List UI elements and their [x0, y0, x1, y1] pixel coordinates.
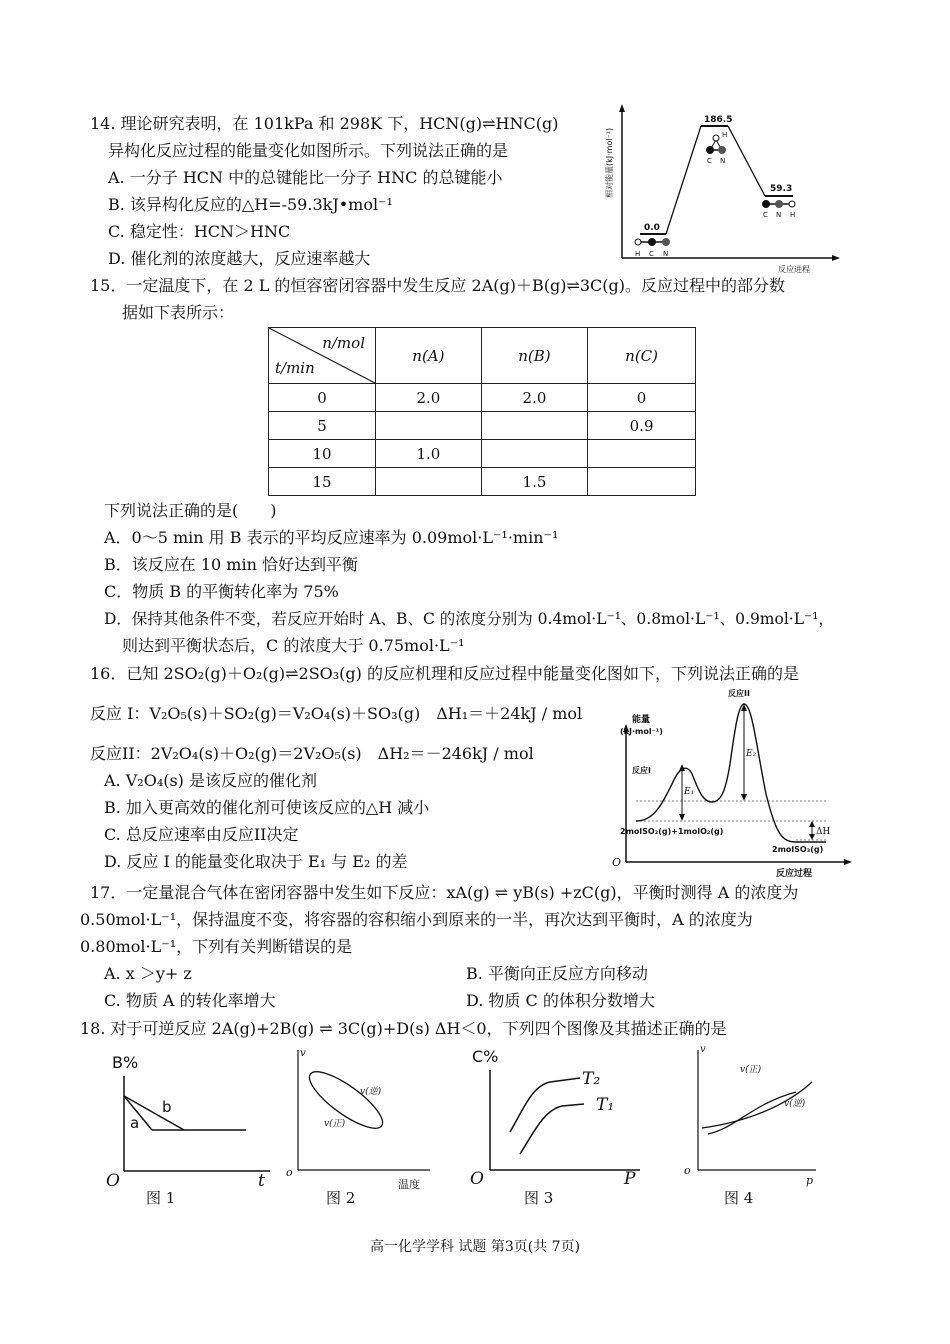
ts-atom-c: C: [707, 157, 712, 165]
ts-atom-n: N: [720, 157, 726, 165]
fig4-origin: o: [684, 1164, 691, 1177]
q14-option-d: D. 催化剂的浓度越大，反应速率越大: [108, 249, 371, 268]
fig4-v-rev: v(逆): [784, 1099, 806, 1109]
table-corner-header: [269, 328, 376, 384]
fig2-v-fwd: v(正): [324, 1119, 346, 1129]
q14-xlabel: 反应进程: [778, 265, 810, 274]
q17-line2: 0.50mol·L⁻¹，保持温度不变，将容器的容积缩小到原来的一半，再次达到平衡时，A 的浓度为: [80, 910, 753, 929]
fig3-t2: T₂: [582, 1069, 601, 1089]
table-cell: 15: [269, 468, 376, 496]
fig3-origin: O: [470, 1169, 484, 1189]
q15-line2: 据如下表所示：: [122, 303, 235, 322]
fig2-origin: o: [286, 1166, 293, 1179]
page-footer: 高一化学学科 试题 第3页(共 7页): [369, 1239, 581, 1255]
q16-ylabel1: 能量: [632, 715, 651, 725]
table-cell: 0: [269, 384, 376, 412]
table-cell: 1.0: [376, 440, 482, 468]
q16-reactants: 2molSO₂(g)+1molO₂(g): [620, 827, 724, 836]
fig1-caption: 图 1: [146, 1189, 176, 1207]
q16-e2: E₂: [746, 749, 757, 759]
q16-xlabel: 反应过程: [776, 869, 813, 879]
q14-ylabel: 相对能量(kJ·mol⁻¹): [605, 127, 614, 198]
q14-option-c: C. 稳定性：HCN＞HNC: [108, 222, 291, 241]
q14-option-a: A. 一分子 HCN 中的总键能比一分子 HNC 的总键能小: [108, 168, 503, 187]
table-cell: [376, 468, 482, 496]
fig4-ylabel: v: [700, 1044, 706, 1055]
table-cell: 10: [269, 440, 376, 468]
table-row: [269, 468, 696, 496]
q18-figure-1: [100, 1046, 280, 1216]
fig4-xlabel: p: [806, 1174, 814, 1187]
q15-option-d-cont: 则达到平衡状态后，C 的浓度大于 0.75mol·L⁻¹: [122, 636, 465, 655]
table-cell: [376, 412, 482, 440]
q18-figure-3: [464, 1040, 654, 1216]
fig3-ylabel: C%: [472, 1047, 499, 1066]
q16-energy-diagram: [596, 684, 858, 880]
hnc-atom-c: C: [763, 211, 768, 219]
q17-option-d: D. 物质 C 的体积分数增大: [466, 991, 655, 1010]
q16-dh: ΔH: [816, 827, 831, 837]
q18-figure-2: [280, 1040, 440, 1216]
q16-origin: O: [612, 856, 622, 869]
fig2-caption: 图 2: [326, 1189, 356, 1207]
q17-option-a: A. x ＞y+ z: [104, 964, 192, 983]
q16-reaction2: 反应II：2V₂O₄(s)＋O₂(g)＝2V₂O₅(s) ΔH₂＝－246kJ / mol: [90, 744, 534, 763]
q14-product-value: 59.3: [770, 184, 793, 194]
q14-line2: 异构化反应过程的能量变化如图所示。下列说法正确的是: [108, 141, 509, 160]
q16-peak1-label: 反应I: [632, 766, 651, 775]
table-cell: 0: [588, 384, 696, 412]
table-col-na: n(A): [376, 328, 482, 384]
q15-option-d: D．保持其他条件不变，若反应开始时 A、B、C 的浓度分别为 0.4mol·L⁻¹、0.8mol·L⁻¹、0.9mol·L⁻¹，: [104, 610, 834, 628]
table-row: [269, 440, 696, 468]
fig3-t1: T₁: [596, 1095, 615, 1115]
fig1-xlabel: t: [258, 1171, 265, 1191]
fig1-ylabel: B%: [112, 1053, 139, 1072]
hcn-molecule-icon: [635, 238, 670, 246]
hnc-atom-n: N: [776, 211, 782, 219]
hcn-atom-c: C: [649, 250, 654, 258]
table-col-nc: n(C): [588, 328, 696, 384]
table-header-t: t/min: [275, 359, 315, 377]
fig1-origin: O: [106, 1171, 120, 1191]
q15-option-a: A．0～5 min 用 B 表示的平均反应速率为 0.09mol·L⁻¹·min⁻¹: [104, 528, 559, 547]
fig4-caption: 图 4: [724, 1189, 754, 1207]
q16-peak2-label: 反应II: [728, 689, 750, 698]
table-cell: 2.0: [481, 384, 587, 412]
q16-option-d: D. 反应 I 的能量变化取决于 E₁ 与 E₂ 的差: [104, 852, 408, 871]
q15-line1: 15．一定温度下，在 2 L 的恒容密闭容器中发生反应 2A(g)＋B(g)⇌3C(g)。反应过程中的部分数: [90, 276, 786, 295]
q15-option-c: C．物质 B 的平衡转化率为 75%: [104, 582, 339, 601]
table-cell: 1.5: [481, 468, 587, 496]
q16-line1: 16．已知 2SO₂(g)＋O₂(g)⇌2SO₃(g) 的反应机理和反应过程中能量变化图如下，下列说法正确的是: [90, 664, 799, 683]
q16-option-c: C. 总反应速率由反应II决定: [104, 825, 299, 844]
table-cell: 5: [269, 412, 376, 440]
table-header-n: n/mol: [322, 334, 365, 352]
q18-figure-4: [676, 1040, 826, 1216]
ts-atom-h: H: [722, 131, 728, 139]
q16-products: 2molSO₃(g): [772, 845, 824, 854]
table-col-nb: n(B): [481, 328, 587, 384]
q14-line1: 14. 理论研究表明，在 101kPa 和 298K 下，HCN(g)⇌HNC(g): [90, 114, 559, 133]
q17-option-b: B. 平衡向正反应方向移动: [466, 964, 648, 983]
fig1-curve-a: a: [130, 1114, 140, 1132]
q14-energy-diagram: [598, 100, 848, 280]
q18-line1: 18. 对于可逆反应 2A(g)+2B(g) ⇌ 3C(g)+D(s) ΔH＜0，下列四个图像及其描述正确的是: [80, 1019, 727, 1038]
fig2-ylabel: v: [300, 1048, 306, 1059]
table-cell: [588, 440, 696, 468]
q17-line1: 17．一定量混合气体在密闭容器中发生如下反应：xA(g) ⇌ yB(s) +zC(g)，平衡时测得 A 的浓度为: [90, 883, 799, 902]
hcn-atom-n: N: [663, 250, 669, 258]
fig3-xlabel: P: [624, 1169, 636, 1189]
fig2-v-rev: v(逆): [360, 1087, 382, 1097]
hcn-atom-h: H: [635, 250, 641, 258]
q14-peak-value: 186.5: [704, 115, 733, 125]
q16-ylabel2: (kJ·mol⁻¹): [620, 727, 663, 736]
hnc-atom-h: H: [790, 211, 796, 219]
q14-start-value: 0.0: [644, 223, 660, 233]
table-cell: [481, 412, 587, 440]
fig4-v-fwd: v(正): [740, 1065, 762, 1075]
q15-stem: 下列说法正确的是( ): [104, 501, 277, 520]
q15-option-b: B．该反应在 10 min 恰好达到平衡: [104, 555, 358, 574]
table-cell: [588, 468, 696, 496]
q16-option-a: A. V₂O₄(s) 是该反应的催化剂: [104, 771, 318, 790]
q16-e1: E₁: [684, 787, 695, 797]
hnc-molecule-icon: [762, 200, 795, 208]
table-row: [269, 412, 696, 440]
table-cell: 0.9: [588, 412, 696, 440]
fig1-curve-b: b: [162, 1098, 172, 1116]
table-cell: [481, 440, 587, 468]
fig2-xlabel: 温度: [398, 1178, 420, 1191]
q17-line3: 0.80mol·L⁻¹，下列有关判断错误的是: [80, 937, 353, 956]
q15-data-table: [268, 327, 696, 496]
fig3-caption: 图 3: [524, 1189, 554, 1207]
table-cell: 2.0: [376, 384, 482, 412]
q16-reaction1: 反应 I：V₂O₅(s)＋SO₂(g)＝V₂O₄(s)＋SO₃(g) ΔH₁＝＋24kJ / mol: [90, 704, 583, 723]
q14-option-b: B. 该异构化反应的△H=-59.3kJ•mol⁻¹: [108, 195, 393, 214]
q16-option-b: B. 加入更高效的催化剂可使该反应的△H 减小: [104, 798, 430, 817]
q17-option-c: C. 物质 A 的转化率增大: [104, 991, 276, 1010]
table-row: [269, 384, 696, 412]
